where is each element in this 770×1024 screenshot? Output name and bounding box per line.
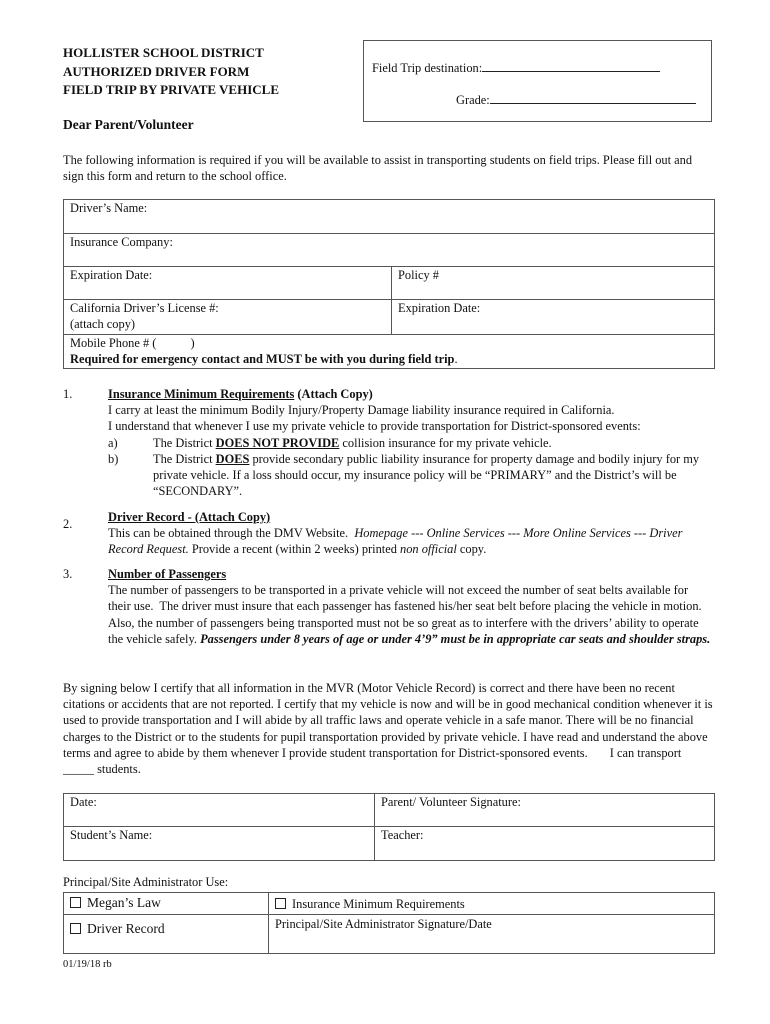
admin-signature-field[interactable] [269, 915, 715, 954]
passengers-body [108, 566, 713, 647]
sub-a-label: a) [108, 435, 118, 450]
expiration-date-label: Expiration Date: [70, 268, 153, 282]
field-trip-box [363, 40, 712, 122]
passengers-text-main: The number of passengers to be transported in a private vehicle will not exceed the number of seat belts available for their use. The driver must insure that each passenger has fastened his/her seat belt before placing the vehicle in motion. Also, the number of passengers being transported must not be so great as to interfere with the drivers’ ability to operate the vehicle safely. [108, 583, 705, 646]
student-name-field[interactable] [64, 827, 375, 861]
sub-b-text [153, 451, 713, 500]
megans-law-checkbox[interactable] [70, 897, 81, 908]
signature-table [63, 793, 715, 861]
certification-paragraph [63, 680, 715, 777]
item-number-2: 2. [63, 517, 73, 531]
driver-record-cell[interactable] [64, 915, 269, 954]
item-number-1: 1. [63, 387, 73, 401]
insurance-line-2: I understand that whenever I use my private vehicle to provide transportation for District-sponsored events: [108, 419, 641, 434]
driver-record-body [108, 509, 713, 558]
megans-law-label: Megan’s Law [87, 895, 161, 910]
intro-paragraph: The following information is required if you will be available to assist in transporting students on field trips. Please fill out and sign this form and return to the school office. [63, 153, 693, 184]
sub-a-post: collision insurance for my private vehicle. [339, 435, 552, 450]
drivers-name-label: Driver’s Name: [70, 201, 148, 215]
form-title [63, 44, 279, 100]
insurance-min-checkbox[interactable] [275, 898, 286, 909]
grade-field[interactable] [490, 91, 696, 104]
footer-date-code: 01/19/18 rb [63, 959, 112, 970]
passengers-section [63, 566, 713, 666]
grade-label: Grade: [456, 93, 490, 107]
insurance-sub-b [108, 451, 713, 500]
greeting: Dear Parent/Volunteer [63, 117, 194, 132]
mobile-note-bold: Required for emergency contact and MUST be with you during field trip [70, 352, 455, 367]
insurance-company-label: Insurance Company: [70, 235, 173, 249]
driver-info-table [63, 199, 715, 369]
license-field[interactable] [64, 300, 392, 335]
record-italic: Homepage --- Online Services --- More Online Services --- Driver Record Request. [108, 526, 683, 557]
license-expiration-label: Expiration Date: [398, 301, 481, 315]
mobile-phone-field[interactable] [64, 335, 715, 369]
insurance-title: Insurance Minimum Requirements [108, 387, 295, 401]
mobile-note [70, 351, 708, 367]
driver-record-label: Driver Record [87, 921, 165, 936]
sub-b-bold: DOES [215, 451, 250, 466]
item-number-3: 3. [63, 567, 73, 581]
insurance-sub-a [108, 435, 713, 451]
driver-record-text [108, 525, 713, 557]
mobile-note-end: . [454, 352, 458, 367]
record-italic-2: non official [400, 542, 457, 557]
policy-field[interactable] [392, 267, 715, 300]
destination-field[interactable] [482, 59, 660, 72]
license-note: (attach copy) [70, 317, 136, 332]
insurance-requirements-section [63, 386, 713, 501]
teacher-label: Teacher: [381, 828, 424, 842]
certification-text: By signing below I certify that all information in the MVR (Motor Vehicle Record) is correct and there have been no recent citations or accidents that are not reported. I certify that my vehicle is now and will be in good mechanical condition whenever it is used to provide transportation and I will abide by all traffic laws and operate vehicle in a safe manor. There will be no financial charges to the District or to the students for pupil transportation provided by private vehicle. I have read and understand the above terms and agree to abide by them whenever I provide student transportation for District-sponsored events. [63, 681, 713, 760]
passengers-text [108, 582, 713, 647]
signature-field[interactable] [375, 794, 715, 827]
passengers-emphasis: Passengers under 8 years of age or under 4’9” must be in appropriate car seats and shoulder straps. [200, 631, 711, 646]
title-line-1: HOLLISTER SCHOOL DISTRICT [63, 45, 264, 60]
admin-heading: Principal/Site Administrator Use: [63, 875, 229, 889]
admin-table [63, 892, 715, 954]
driver-record-section [63, 509, 713, 559]
sub-a-text [153, 435, 552, 451]
teacher-field[interactable] [375, 827, 715, 861]
license-label: California Driver’s License #: [70, 301, 219, 315]
student-name-label: Student’s Name: [70, 828, 153, 842]
sub-b-post: provide secondary public liability insurance for property damage and bodily injury for my private vehicle. If a loss should occur, my insurance policy will be “PRIMARY” and the District’s will be “SECONDARY”. [153, 451, 700, 499]
record-post: copy. [456, 542, 487, 557]
title-line-3: FIELD TRIP BY PRIVATE VEHICLE [63, 82, 280, 97]
record-pre: This can be obtained through the DMV Website. [108, 526, 355, 541]
insurance-line-1: I carry at least the minimum Bodily Injury/Property Damage liability insurance required in California. [108, 403, 615, 418]
mobile-phone-label: Mobile Phone # ( ) [70, 336, 195, 350]
insurance-title-suffix: (Attach Copy) [294, 387, 373, 401]
insurance-requirements-body [108, 386, 713, 499]
sub-b-pre: The District [153, 451, 216, 466]
insurance-min-label: Insurance Minimum Requirements [292, 897, 465, 911]
license-expiration-field[interactable] [392, 300, 715, 335]
insurance-company-field[interactable] [64, 234, 715, 267]
destination-label: Field Trip destination: [372, 61, 483, 75]
passengers-title: Number of Passengers [108, 567, 227, 581]
driver-record-checkbox[interactable] [70, 923, 81, 934]
driver-record-title: Driver Record - (Attach Copy) [108, 510, 271, 524]
signature-label: Parent/ Volunteer Signature: [381, 795, 521, 809]
sub-a-bold: DOES NOT PROVIDE [215, 435, 340, 450]
record-mid: Provide a recent (within 2 weeks) printed [188, 542, 401, 557]
sub-b-label: b) [108, 451, 119, 466]
destination-row [372, 59, 660, 76]
drivers-name-field[interactable] [64, 200, 715, 234]
admin-signature-label: Principal/Site Administrator Signature/Date [275, 917, 492, 931]
can-transport-text: I can transport _____ students. [63, 745, 682, 777]
megans-law-cell[interactable] [64, 893, 269, 915]
insurance-heading [108, 386, 713, 402]
insurance-min-cell[interactable] [269, 893, 715, 915]
date-label: Date: [70, 795, 97, 809]
expiration-date-field[interactable] [64, 267, 392, 300]
grade-row [456, 91, 696, 108]
date-field[interactable] [64, 794, 375, 827]
policy-label: Policy # [398, 268, 439, 282]
title-line-2: AUTHORIZED DRIVER FORM [63, 63, 250, 79]
sub-a-pre: The District [153, 435, 216, 450]
